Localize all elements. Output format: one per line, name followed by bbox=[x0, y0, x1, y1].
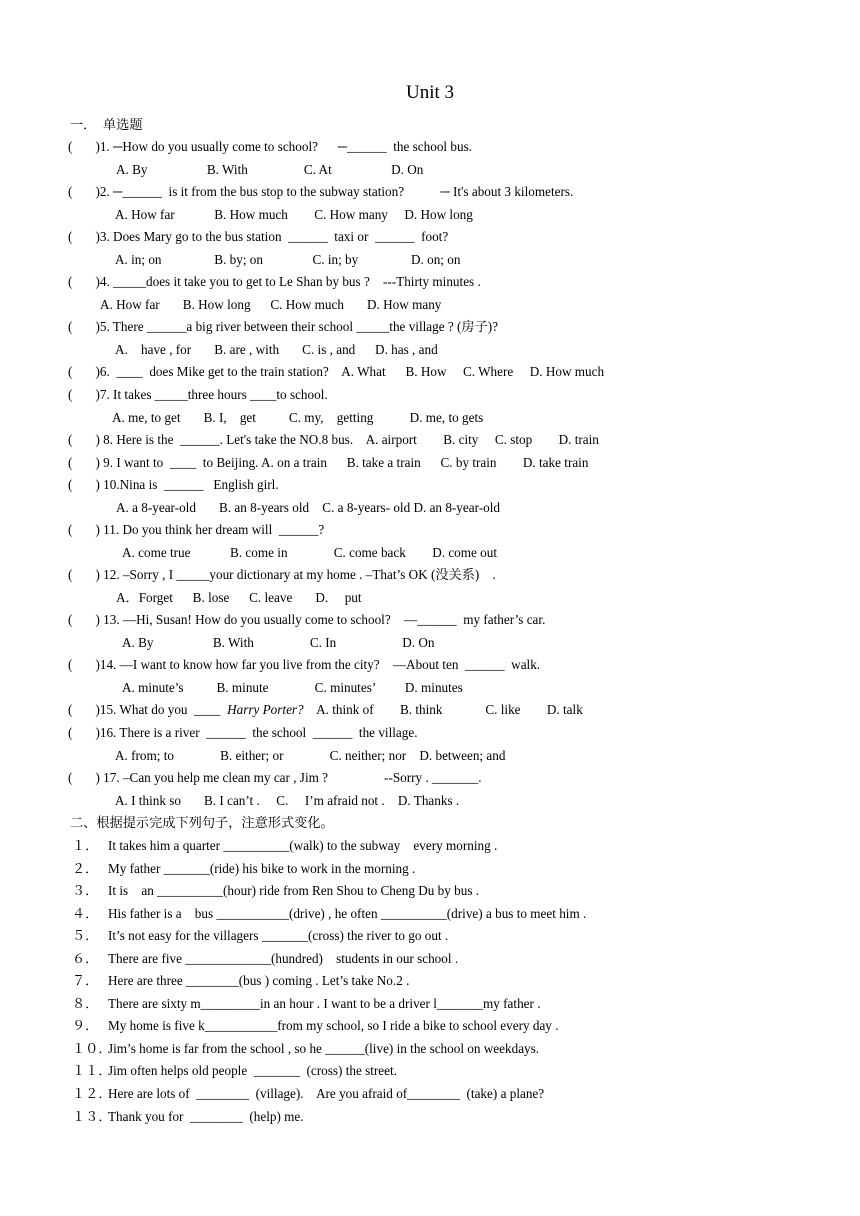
item-number: ３． bbox=[72, 883, 99, 898]
item-number: ４． bbox=[72, 906, 99, 921]
item-number: １０． bbox=[72, 1041, 112, 1056]
question-6: ( )6. ____ does Mike get to the train station? A. What B. How C. Where D. How much bbox=[68, 364, 605, 379]
item-number: １３． bbox=[72, 1109, 112, 1124]
question-10-options: A. a 8-year-old B. an 8-years old C. a 8-years- old D. an 8-year-old bbox=[116, 500, 500, 515]
list-item bbox=[72, 882, 479, 900]
section-1-heading: 一． 单选题 bbox=[70, 117, 143, 132]
item-text: My father _______(ride) his bike to work in the morning . bbox=[108, 861, 416, 876]
question-4-options: A. How far B. How long C. How much D. How many bbox=[100, 297, 442, 312]
question-17-options: A. I think so B. I can’t . C. I’m afraid not . D. Thanks . bbox=[115, 793, 460, 808]
item-text: It is an __________(hour) ride from Ren Shou to Cheng Du by bus . bbox=[108, 883, 480, 898]
item-number: ７． bbox=[72, 973, 99, 988]
question-13-options: A. By B. With C. In D. On bbox=[122, 635, 435, 650]
question-14-options: A. minute’s B. minute C. minutes’ D. minutes bbox=[122, 680, 463, 695]
item-number: ６． bbox=[72, 951, 99, 966]
item-number: ２． bbox=[72, 861, 99, 876]
item-text: It takes him a quarter __________(walk) to the subway every morning . bbox=[108, 838, 498, 853]
page-title: Unit 3 bbox=[405, 82, 455, 103]
question-15-text: ( )15. What do you ____ bbox=[68, 702, 228, 717]
list-item bbox=[72, 1085, 544, 1103]
question-11: ( ) 11. Do you think her dream will ______? bbox=[68, 522, 325, 537]
question-15-book-title: Harry Porter? bbox=[227, 702, 304, 717]
question-9: ( ) 9. I want to ____ to Beijing. A. on a train B. take a train C. by train D. take train bbox=[68, 455, 589, 470]
list-item bbox=[72, 995, 541, 1013]
list-item bbox=[72, 1108, 304, 1126]
question-7-options: A. me, to get B. I, get C. my, getting D. me, to gets bbox=[112, 410, 484, 425]
question-2: ( )2. ─______ is it from the bus stop to the subway station? ─ It's about 3 kilometers. bbox=[68, 184, 574, 199]
question-10: ( ) 10.Nina is ______ English girl. bbox=[68, 477, 279, 492]
item-text: Here are three ________(bus ) coming . Let’s take No.2 . bbox=[108, 973, 410, 988]
question-13: ( ) 13. —Hi, Susan! How do you usually come to school? —______ my father’s car. bbox=[68, 612, 546, 627]
item-text: His father is a bus ___________(drive) , he often __________(drive) a bus to meet him . bbox=[108, 906, 587, 921]
question-7: ( )7. It takes _____three hours ____to school. bbox=[68, 387, 328, 402]
item-text: Thank you for ________ (help) me. bbox=[108, 1109, 304, 1124]
item-text: There are sixty m_________in an hour . I want to be a driver l_______my father . bbox=[108, 996, 541, 1011]
list-item bbox=[72, 860, 415, 878]
list-item bbox=[72, 972, 409, 990]
item-number: １． bbox=[72, 838, 99, 853]
question-12-options: A．Forget B. lose C. leave D. put bbox=[116, 590, 362, 605]
list-item bbox=[72, 905, 586, 923]
question-15 bbox=[68, 701, 583, 719]
list-item bbox=[72, 927, 448, 945]
item-text: It’s not easy for the villagers _______(cross) the river to go out . bbox=[108, 928, 449, 943]
item-number: １２． bbox=[72, 1086, 112, 1101]
question-3: ( )3. Does Mary go to the bus station ______ taxi or ______ foot? bbox=[68, 229, 449, 244]
item-number: ８． bbox=[72, 996, 99, 1011]
item-text: Jim often helps old people _______ (cross) the street. bbox=[108, 1063, 397, 1078]
question-1-options: A. By B. With C. At D. On bbox=[116, 162, 424, 177]
item-text: There are five _____________(hundred) students in our school . bbox=[108, 951, 459, 966]
question-4: ( )4. _____does it take you to get to Le Shan by bus ? ---Thirty minutes . bbox=[68, 274, 481, 289]
question-2-options: A. How far B. How much C. How many D. How long bbox=[115, 207, 473, 222]
question-15-options: A. think of B. think C. like D. talk bbox=[303, 702, 583, 717]
question-8: ( ) 8. Here is the ______. Let's take the NO.8 bus. A. airport B. city C. stop D. train bbox=[68, 432, 599, 447]
list-item bbox=[72, 1040, 539, 1058]
item-text: Jim’s home is far from the school , so he ______(live) in the school on weekdays. bbox=[108, 1041, 540, 1056]
item-text: My home is five k___________from my school, so I ride a bike to school every day . bbox=[108, 1018, 559, 1033]
item-number: １１． bbox=[72, 1063, 112, 1078]
question-11-options: A. come true B. come in C. come back D. come out bbox=[122, 545, 498, 560]
section-2-heading: 二、根据提示完成下列句子，注意形式变化。 bbox=[70, 815, 334, 830]
question-17: ( ) 17. –Can you help me clean my car , Jim ? --Sorry . _______. bbox=[68, 770, 482, 785]
item-number: ５． bbox=[72, 928, 99, 943]
question-14: ( )14. —I want to know how far you live from the city? —About ten ______ walk. bbox=[68, 657, 541, 672]
question-1: ( )1. ─How do you usually come to school? ─______ the school bus. bbox=[68, 139, 473, 154]
question-12: ( ) 12. –Sorry , I _____your dictionary at my home . –That’s OK (没关系) . bbox=[68, 567, 496, 582]
item-text: Here are lots of ________ (village). Are you afraid of________ (take) a plane? bbox=[108, 1086, 545, 1101]
question-3-options: A. in; on B. by; on C. in; by D. on; on bbox=[115, 252, 461, 267]
question-5: ( )5. There ______a big river between their school _____the village ? (房子)? bbox=[68, 319, 499, 334]
list-item bbox=[72, 950, 458, 968]
list-item bbox=[72, 1062, 397, 1080]
item-number: ９． bbox=[72, 1018, 99, 1033]
question-16: ( )16. There is a river ______ the school ______ the village. bbox=[68, 725, 418, 740]
list-item bbox=[72, 1017, 559, 1035]
list-item bbox=[72, 837, 497, 855]
question-5-options: A. have , for B. are , with C. is , and D. has , and bbox=[115, 342, 438, 357]
question-16-options: A. from; to B. either; or C. neither; nor D. between; and bbox=[115, 748, 506, 763]
